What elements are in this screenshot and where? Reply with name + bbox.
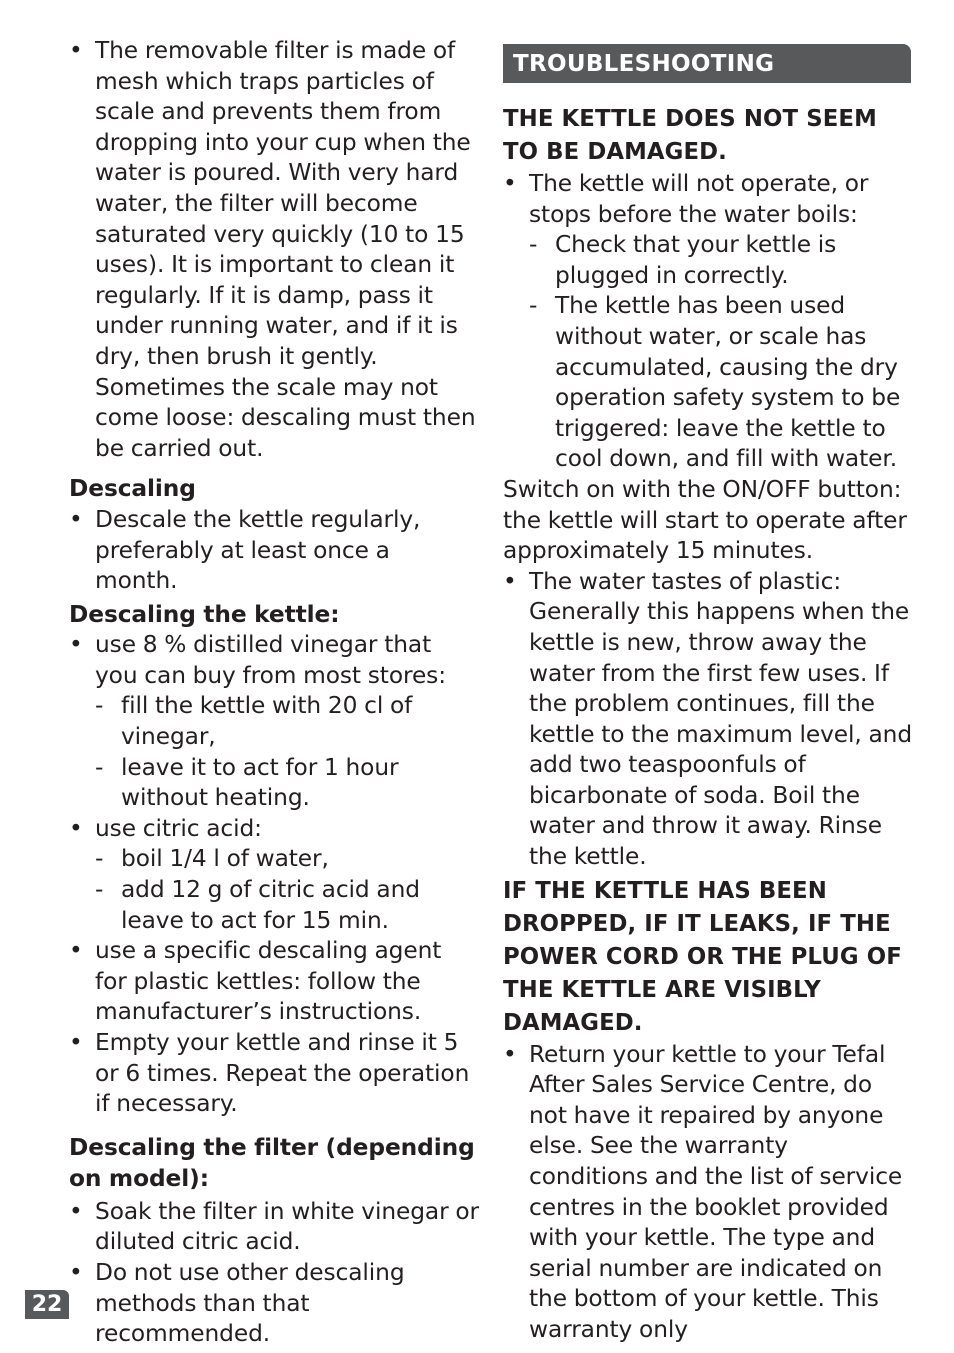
no-operate-bullet: • The kettle will not operate, or stops before the water boils:: [503, 170, 869, 228]
dash-marker: -: [529, 231, 538, 259]
switch-on-text: Switch on with the ON/OFF button: the kettle will start to operate after approximately 15 minutes.: [503, 475, 907, 565]
bullet-marker: •: [69, 505, 83, 533]
page-number: 22: [31, 1292, 63, 1317]
filter-intro-paragraph: [69, 36, 479, 464]
bullet-marker: •: [69, 1258, 83, 1286]
descaling-kettle-heading: Descaling the kettle:: [69, 600, 340, 628]
bullet-marker: •: [503, 170, 517, 197]
bullet-marker: •: [69, 631, 83, 659]
filter-heading: Descaling the filter (depending on model):: [69, 1133, 475, 1193]
dash-marker: -: [95, 845, 104, 873]
vinegar-step-1: - fill the kettle with 20 cl of vinegar,: [95, 692, 413, 751]
return-bullet: • Return your kettle to your Tefal After Sales Service Centre, do not have it repaired by anyone else. See the warranty conditions and the list of service centres in the booklet provided with your kettle. The type and serial number are indicated on the bottom of your kettle. This warranty only: [503, 1040, 903, 1343]
dash-marker: -: [529, 292, 538, 320]
bullet-marker: •: [69, 814, 83, 842]
bullet-marker: •: [69, 1029, 83, 1056]
bullet-marker: •: [69, 1197, 83, 1225]
vinegar-bullet: • use 8 % distilled vinegar that you can buy from most stores:: [69, 631, 446, 689]
section-title: TROUBLESHOOTING: [513, 51, 775, 77]
descaling-heading: Descaling: [69, 475, 196, 503]
no-operate-step-1: - Check that your kettle is plugged in correctly.: [529, 231, 837, 289]
citric-bullet: • use citric acid:: [69, 814, 479, 845]
dash-marker: -: [95, 753, 104, 781]
agent-bullet: • use a specific descaling agent for plastic kettles: follow the manufacturer’s instructions.: [69, 937, 442, 1026]
citric-steps: [69, 844, 479, 936]
filter-intro-text: The removable filter is made of mesh which traps particles of scale and prevents them from dropping into your cup when the water is poured. With very hard water, the filter will become saturated very quickly (10 to 15 uses). It is important to clean it regularly. If it is damp, pass it under running water, and if it is dry, then brush it gently. Sometimes the scale may not come loose: descaling must then be carried out.: [95, 37, 476, 462]
plastic-bullet: • The water tastes of plastic: Generally this happens when the kettle is new, throw away the water from the first few uses. If the problem continues, fill the kettle to the maximum level, and add two teaspoonfuls of bicarbonate of soda. Boil the water and throw it away. Rinse the kettle.: [503, 567, 913, 871]
not-damaged-heading: THE KETTLE DOES NOT SEEM TO BE DAMAGED.: [503, 106, 877, 165]
vinegar-steps: [69, 691, 479, 813]
descaling-bullet: • Descale the kettle regularly, preferably at least once a month.: [69, 505, 421, 595]
bullet-marker: •: [503, 1040, 517, 1068]
citric-step-2: - add 12 g of citric acid and leave to act for 15 min.: [95, 876, 420, 934]
bullet-marker: •: [503, 567, 517, 595]
dash-marker: -: [95, 692, 104, 720]
citric-step-1: - boil 1/4 l of water,: [95, 844, 479, 875]
page-number-badge: [25, 1290, 69, 1319]
filter-bullet-1: • Soak the filter in white vinegar or diluted citric acid.: [69, 1197, 479, 1256]
no-operate-step-2: - The kettle has been used without water, or scale has accumulated, causing the dry operation safety system to be triggered: leave the kettle to cool down, and fill with water.: [529, 292, 901, 473]
damaged-heading: IF THE KETTLE HAS BEEN DROPPED, IF IT LEAKS, IF THE POWER CORD OR THE PLUG OF THE KETTLE ARE VISIBLY DAMAGED.: [503, 877, 902, 1036]
bullet-marker: •: [69, 37, 83, 64]
vinegar-step-2: - leave it to act for 1 hour without heating.: [95, 753, 399, 812]
filter-bullet-2: • Do not use other descaling methods than that recommended.: [69, 1258, 405, 1348]
bullet-marker: •: [69, 937, 83, 965]
no-operate-steps: [503, 230, 913, 475]
right-column: [503, 103, 913, 1346]
troubleshooting-section-bar: [503, 44, 911, 83]
dash-marker: -: [95, 876, 104, 904]
left-column: [69, 36, 479, 1350]
rinse-bullet: • Empty your kettle and rinse it 5 or 6 times. Repeat the operation if necessary.: [69, 1029, 470, 1118]
